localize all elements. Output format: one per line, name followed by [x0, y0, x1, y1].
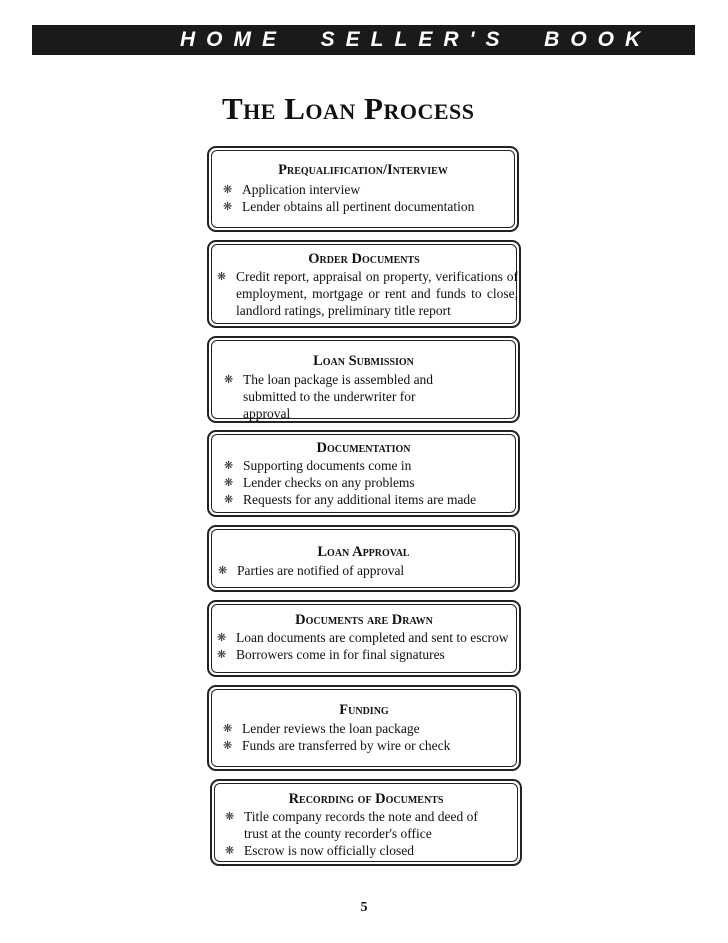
step-title: Order Documents: [308, 251, 420, 267]
snowflake-bullet-icon: ❋: [225, 844, 235, 857]
step-items: [223, 457, 476, 508]
list-item: ❋ Lender checks on any problems: [224, 475, 415, 490]
list-item: ❋ Borrowers come in for final signatures: [217, 647, 445, 662]
snowflake-bullet-icon: ❋: [224, 476, 234, 489]
snowflake-bullet-icon: ❋: [217, 270, 227, 283]
step-items: [217, 562, 404, 579]
page-title: The Loan Process: [222, 91, 475, 126]
snowflake-bullet-icon: ❋: [223, 739, 233, 752]
list-item: ❋ Parties are notified of approval: [218, 563, 405, 578]
list-item: ❋ Lender obtains all pertinent documentation: [223, 199, 475, 214]
header-bar: [32, 25, 695, 55]
step-box-documents-drawn: [207, 600, 521, 677]
book-title: HOME SELLER'S BOOK: [180, 28, 652, 51]
step-items: [222, 720, 450, 754]
step-box-recording: [210, 779, 522, 866]
step-box-prequalification: [207, 146, 519, 232]
step-items: [216, 629, 509, 663]
list-item: ❋ Title company records the note and deed of trust at the county recorder's office: [225, 809, 478, 841]
snowflake-bullet-icon: ❋: [224, 373, 234, 386]
snowflake-bullet-icon: ❋: [224, 493, 234, 506]
step-title: Documents are Drawn: [295, 612, 433, 628]
list-item: ❋ Supporting documents come in: [224, 458, 412, 473]
page-number: 5: [360, 900, 368, 915]
snowflake-bullet-icon: ❋: [224, 459, 234, 472]
step-title: Funding: [339, 702, 389, 718]
step-box-funding: [207, 685, 521, 771]
step-title: Documentation: [316, 440, 411, 456]
list-item: ❋ The loan package is assembled and submitted to the underwriter for approval: [224, 372, 434, 421]
list-item: ❋ Loan documents are completed and sent to escrow: [217, 630, 509, 645]
step-box-loan-submission: [207, 336, 520, 423]
step-items: [223, 371, 463, 422]
step-box-documentation: [207, 430, 520, 517]
step-title: Loan Approval: [317, 544, 410, 560]
list-item: ❋ Requests for any additional items are made: [224, 492, 477, 507]
snowflake-bullet-icon: ❋: [223, 200, 233, 213]
step-title: Prequalification/Interview: [278, 162, 448, 178]
list-item: ❋ Escrow is now officially closed: [225, 843, 414, 858]
step-items: [216, 268, 518, 319]
snowflake-bullet-icon: ❋: [223, 722, 233, 735]
list-item: ❋ Funds are transferred by wire or check: [223, 738, 451, 753]
step-title: Loan Submission: [313, 353, 414, 369]
list-item: ❋ Credit report, appraisal on property, verifications of employment, mortgage or rent and funds to close, landlord ratings, preliminary title report: [217, 269, 518, 318]
snowflake-bullet-icon: ❋: [218, 564, 228, 577]
step-items: [222, 181, 474, 215]
snowflake-bullet-icon: ❋: [217, 648, 227, 661]
step-items: [224, 808, 499, 859]
snowflake-bullet-icon: ❋: [223, 183, 233, 196]
list-item: ❋ Lender reviews the loan package: [223, 721, 420, 736]
snowflake-bullet-icon: ❋: [217, 631, 227, 644]
step-box-loan-approval: [207, 525, 520, 592]
snowflake-bullet-icon: ❋: [225, 810, 235, 823]
step-title: Recording of Documents: [288, 791, 444, 807]
list-item: ❋ Application interview: [223, 182, 361, 197]
step-box-order-documents: [207, 240, 521, 328]
